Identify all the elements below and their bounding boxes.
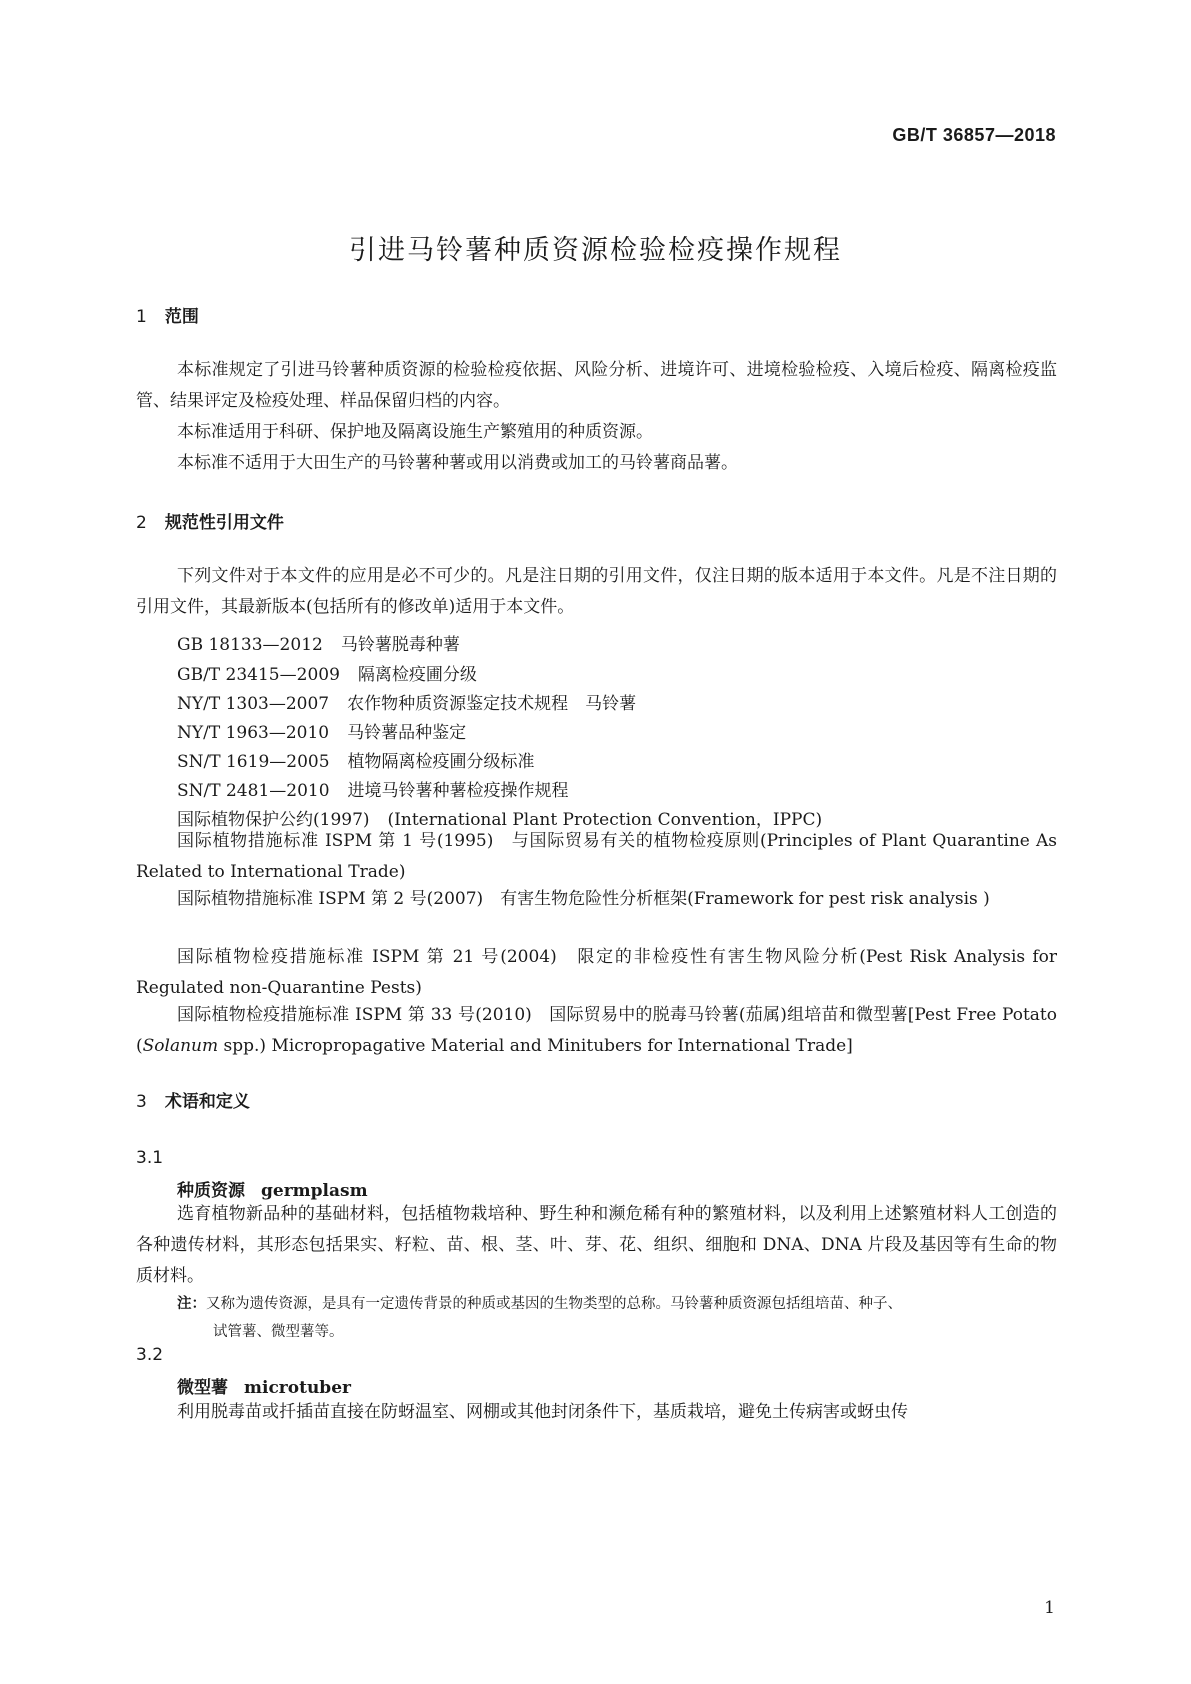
reference-text: 国际植物检疫措施标准 ISPM 第 33 号(2010) 国际贸易中的脱毒马铃薯(茄属)组培苗和微型薯[Pest Free Potato (	[136, 1005, 1057, 1056]
section-title: 范围	[164, 307, 199, 327]
section-number: 1	[136, 307, 147, 327]
reference-name: 进境马铃薯种薯检疫操作规程	[347, 781, 569, 801]
note-text: 试管薯、微型薯等。	[213, 1324, 344, 1340]
section-title: 术语和定义	[164, 1092, 250, 1112]
note-label: 注：	[177, 1295, 206, 1312]
term-heading	[177, 1373, 351, 1398]
reference-code: GB 18133—2012	[177, 635, 323, 655]
section-1-heading	[136, 302, 199, 327]
term-note	[177, 1290, 1057, 1346]
section-number: 2	[136, 513, 147, 533]
term-definition: 利用脱毒苗或扦插苗直接在防蚜温室、网棚或其他封闭条件下，基质栽培，避免土传病害或蚜虫传	[177, 1402, 908, 1422]
reference-name: (International Plant Protection Convention，IPPC)	[387, 810, 823, 830]
term-zh: 微型薯	[177, 1378, 228, 1398]
reference-ispm-33	[136, 1000, 1057, 1062]
term-number: 3.2	[136, 1345, 164, 1365]
reference-code: NY/T 1963—2010	[177, 723, 330, 743]
page-number: 1	[1044, 1598, 1055, 1618]
reference-name: 隔离检疫圃分级	[357, 665, 477, 685]
reference-ispm-2: 国际植物措施标准 ISPM 第 2 号(2007) 有害生物危险性分析框架(Framework for pest risk analysis )	[177, 889, 990, 909]
reference-name: 马铃薯脱毒种薯	[340, 635, 460, 655]
reference-item	[177, 718, 466, 743]
reference-code: GB/T 23415—2009	[177, 665, 340, 685]
reference-ispm-21: 国际植物检疫措施标准 ISPM 第 21 号(2004) 限定的非检疫性有害生物风险分析(Pest Risk Analysis for Regulated non-Quarantine Pests)	[136, 947, 1057, 998]
reference-code: SN/T 2481—2010	[177, 781, 330, 801]
term-definition: 选育植物新品种的基础材料，包括植物栽培种、野生种和濒危稀有种的繁殖材料，以及利用上述繁殖材料人工创造的各种遗传材料，其形态包括果实、籽粒、苗、根、茎、叶、芽、花、组织、细胞和 DNA、DNA 片段及基因等有生命的物质材料。	[136, 1204, 1057, 1286]
page-title: 引进马铃薯种质资源检验检疫操作规程	[349, 235, 842, 266]
reference-code: SN/T 1619—2005	[177, 752, 330, 772]
note-text: 又称为遗传资源，是具有一定遗传背景的种质或基因的生物类型的总称。马铃薯种质资源包括组培苗、种子、	[206, 1296, 902, 1312]
reference-item	[177, 776, 569, 801]
reference-name: 马铃薯品种鉴定	[347, 723, 467, 743]
section-3-heading	[136, 1087, 250, 1112]
term-en: germplasm	[261, 1181, 368, 1201]
reference-code: 国际植物保护公约(1997)	[177, 810, 370, 830]
reference-code: NY/T 1303—2007	[177, 694, 330, 714]
term-heading	[177, 1176, 368, 1201]
section-1-paragraph: 本标准适用于科研、保护地及隔离设施生产繁殖用的种质资源。	[177, 422, 653, 442]
standard-code: GB/T 36857—2018	[892, 125, 1056, 145]
section-1-paragraph: 本标准不适用于大田生产的马铃薯种薯或用以消费或加工的马铃薯商品薯。	[177, 453, 738, 473]
term-number: 3.1	[136, 1148, 164, 1168]
term-zh: 种质资源	[177, 1181, 245, 1201]
term-en: microtuber	[244, 1378, 351, 1398]
reference-item	[177, 660, 477, 685]
reference-italic-genus: Solanum	[142, 1036, 219, 1056]
section-number: 3	[136, 1092, 147, 1112]
reference-ispm-1: 国际植物措施标准 ISPM 第 1 号(1995) 与国际贸易有关的植物检疫原则(Principles of Plant Quarantine As Related to International Trade)	[136, 831, 1057, 882]
section-2-heading	[136, 508, 284, 533]
reference-item	[177, 747, 535, 772]
section-1-paragraph: 本标准规定了引进马铃薯种质资源的检验检疫依据、风险分析、进境许可、进境检验检疫、入境后检疫、隔离检疫监管、结果评定及检疫处理、样品保留归档的内容。	[136, 360, 1057, 411]
reference-name: 植物隔离检疫圃分级标准	[347, 752, 535, 772]
reference-item	[177, 630, 460, 655]
section-2-intro: 下列文件对于本文件的应用是必不可少的。凡是注日期的引用文件，仅注日期的版本适用于本文件。凡是不注日期的引用文件，其最新版本(包括所有的修改单)适用于本文件。	[136, 566, 1057, 617]
reference-name: 农作物种质资源鉴定技术规程 马铃薯	[347, 694, 637, 714]
reference-text: spp.) Micropropagative Material and Minitubers for International Trade]	[218, 1036, 853, 1056]
reference-item	[177, 689, 636, 714]
section-title: 规范性引用文件	[164, 513, 284, 533]
